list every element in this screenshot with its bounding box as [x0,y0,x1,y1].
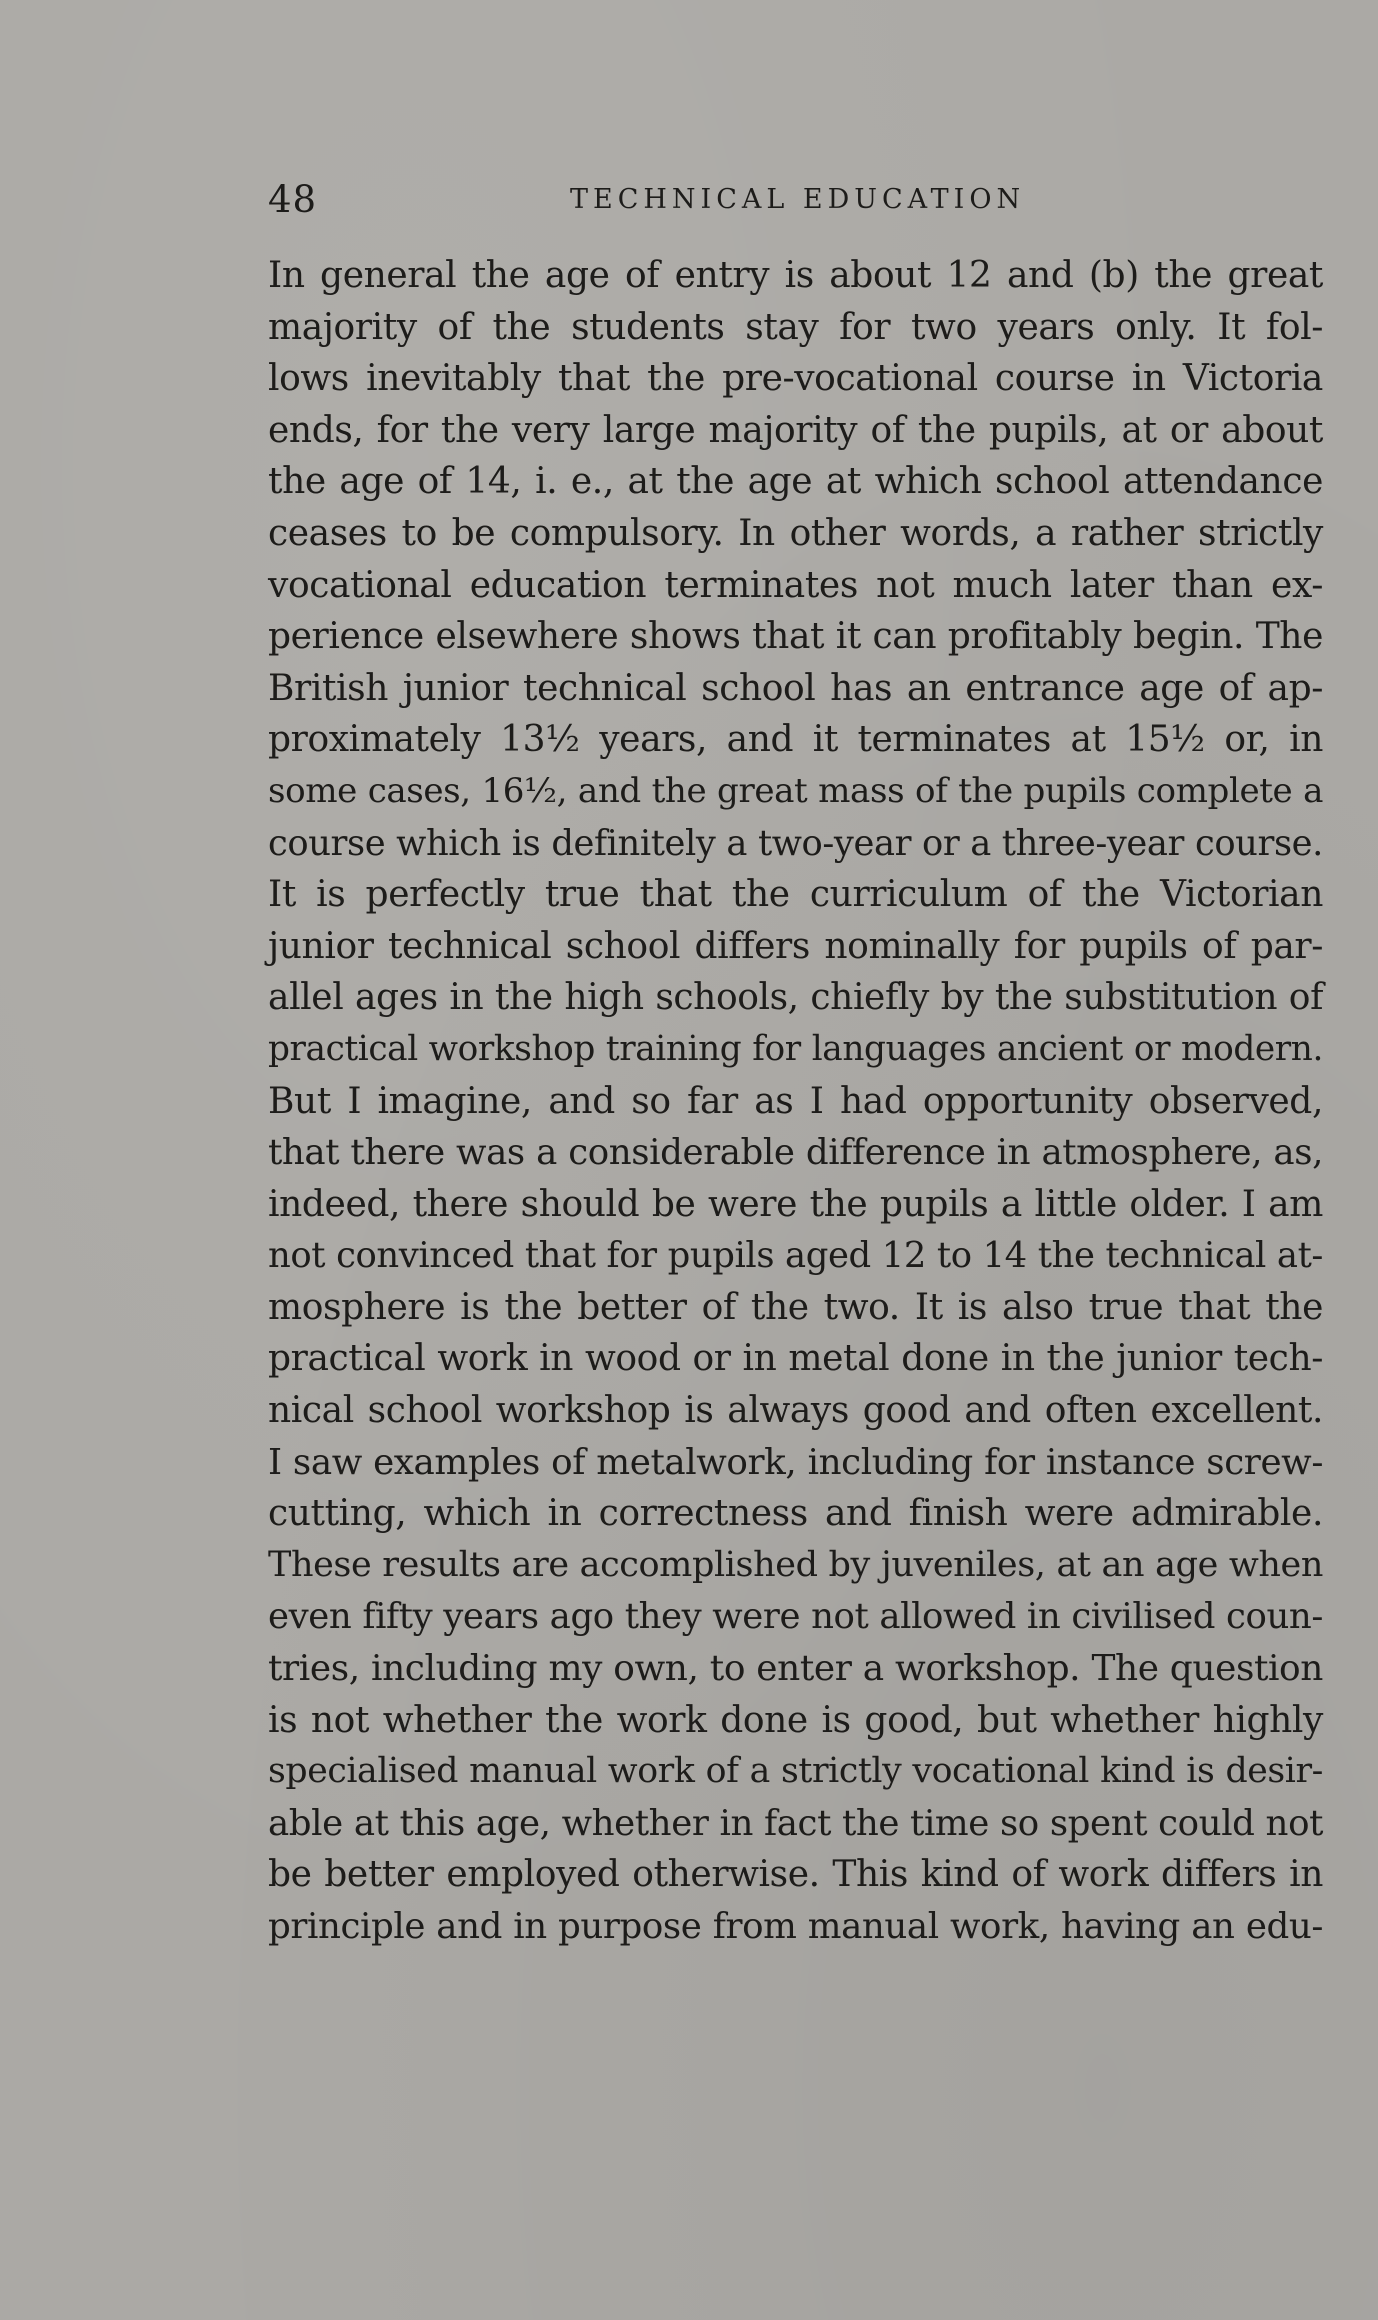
text-line: nical school workshop is always good and often excellent. [268,1390,1323,1432]
text-line: vocational education terminates not much later than ex- [268,564,1323,606]
text-line: course which is definitely a two-year or a three-year course. [268,822,1323,864]
text-line: majority of the students stay for two years only. It fol- [268,306,1323,348]
text-line: perience elsewhere shows that it can profitably begin. The [268,616,1323,658]
text-line: cutting, which in correctness and finish were admirable. [268,1493,1323,1535]
text-line: These results are accomplished by juveniles, at an age when [268,1544,1323,1585]
text-line: mosphere is the better of the two. It is also true that the [268,1286,1323,1328]
text-line: It is perfectly true that the curriculum of the Victorian [268,874,1323,916]
text-line: tries, including my own, to enter a workshop. The question [268,1648,1323,1690]
text-line: practical workshop training for languages ancient or modern. [268,1028,1323,1069]
text-line: is not whether the work done is good, but whether highly [268,1699,1323,1741]
text-line: be better employed otherwise. This kind of work differs in [268,1854,1323,1896]
text-line: In general the age of entry is about 12 and (b) the great [268,255,1323,296]
text-line: principle and in purpose from manual work, having an edu- [268,1906,1323,1947]
text-line: allel ages in the high schools, chiefly by the substitution of [268,977,1323,1019]
text-line: not convinced that for pupils aged 12 to 14 the technical at- [268,1235,1323,1277]
text-line: indeed, there should be were the pupils a little older. I am [268,1183,1323,1225]
text-line: practical work in wood or in metal done in the junior tech- [268,1338,1323,1380]
page-number: 48 [268,178,318,221]
text-line: that there was a considerable difference in atmosphere, as, [268,1132,1323,1174]
text-line: ends, for the very large majority of the pupils, at or about [268,409,1323,451]
text-line: I saw examples of metalwork, including for instance screw- [268,1441,1323,1483]
text-line: even fifty years ago they were not allowed in civilised coun- [268,1596,1323,1638]
text-line: the age of 14, i. e., at the age at which school attendance [268,461,1323,503]
text-line: proximately 13½ years, and it terminates at 15½ or, in [268,719,1323,761]
text-line: ceases to be compulsory. In other words, a rather strictly [268,512,1323,554]
text-line: specialised manual work of a strictly vocational kind is desir- [268,1751,1323,1792]
text-line: British junior technical school has an entrance age of ap- [268,667,1323,709]
running-head [268,178,1323,224]
text-line: But I imagine, and so far as I had opportunity observed, [268,1080,1323,1122]
body-paragraph [268,250,1323,1953]
text-line: some cases, 16½, and the great mass of the pupils complete a [268,770,1323,811]
text-line: able at this age, whether in fact the time so spent could not [268,1802,1323,1844]
text-line: junior technical school differs nominally for pupils of par- [268,925,1323,967]
text-line: lows inevitably that the pre-vocational course in Victoria [268,358,1323,400]
running-title: TECHNICAL EDUCATION [570,184,1026,215]
